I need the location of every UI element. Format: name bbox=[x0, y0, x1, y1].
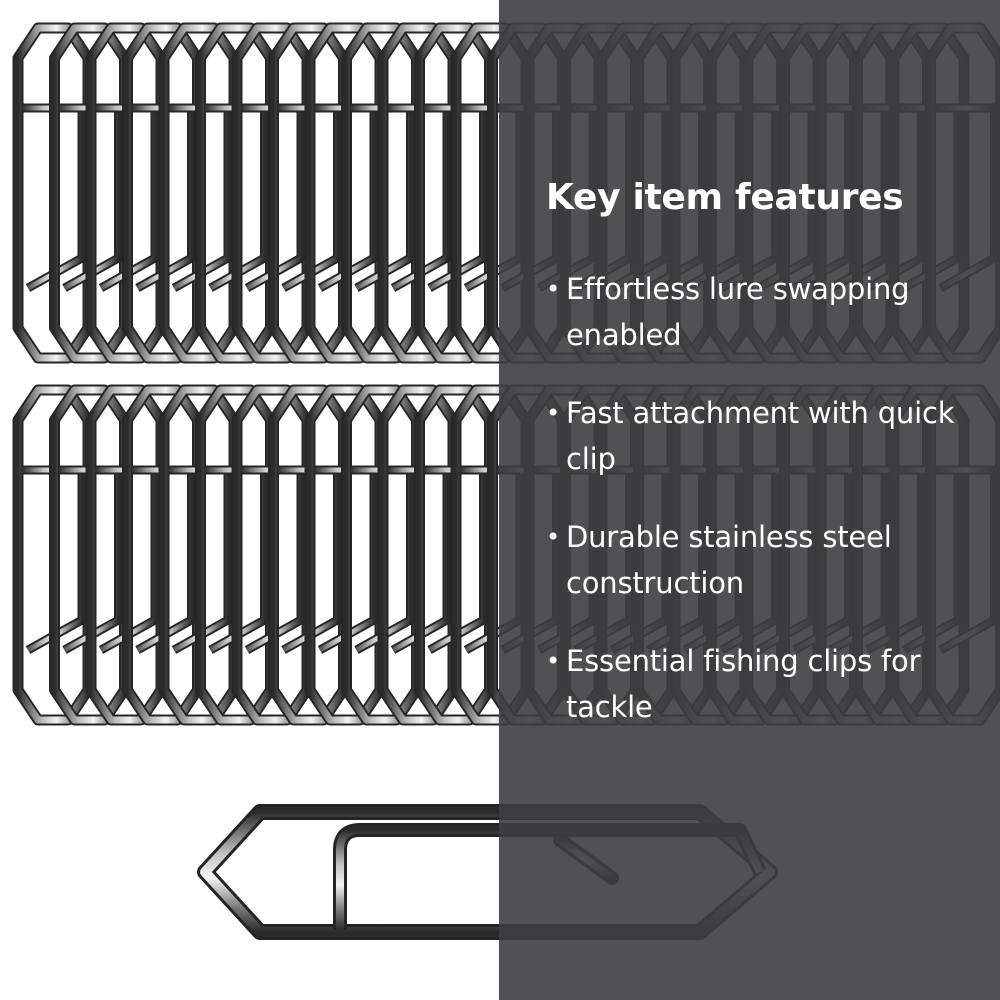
feature-item bbox=[546, 638, 966, 730]
bullet-dot: • bbox=[546, 275, 560, 303]
feature-list bbox=[546, 266, 966, 730]
feature-text: Essential fishing clips for tackle bbox=[566, 644, 921, 724]
bullet-dot: • bbox=[546, 399, 560, 427]
bullet-dot: • bbox=[546, 647, 560, 675]
bullet-dot: • bbox=[546, 523, 560, 551]
feature-item bbox=[546, 514, 966, 606]
feature-text: Effortless lure swapping enabled bbox=[566, 272, 910, 352]
features-section bbox=[546, 176, 966, 762]
features-title: Key item features bbox=[546, 177, 904, 218]
feature-text: Fast attachment with quick clip bbox=[566, 396, 955, 476]
feature-item bbox=[546, 390, 966, 482]
feature-text: Durable stainless steel construction bbox=[566, 520, 892, 600]
feature-item bbox=[546, 266, 966, 358]
